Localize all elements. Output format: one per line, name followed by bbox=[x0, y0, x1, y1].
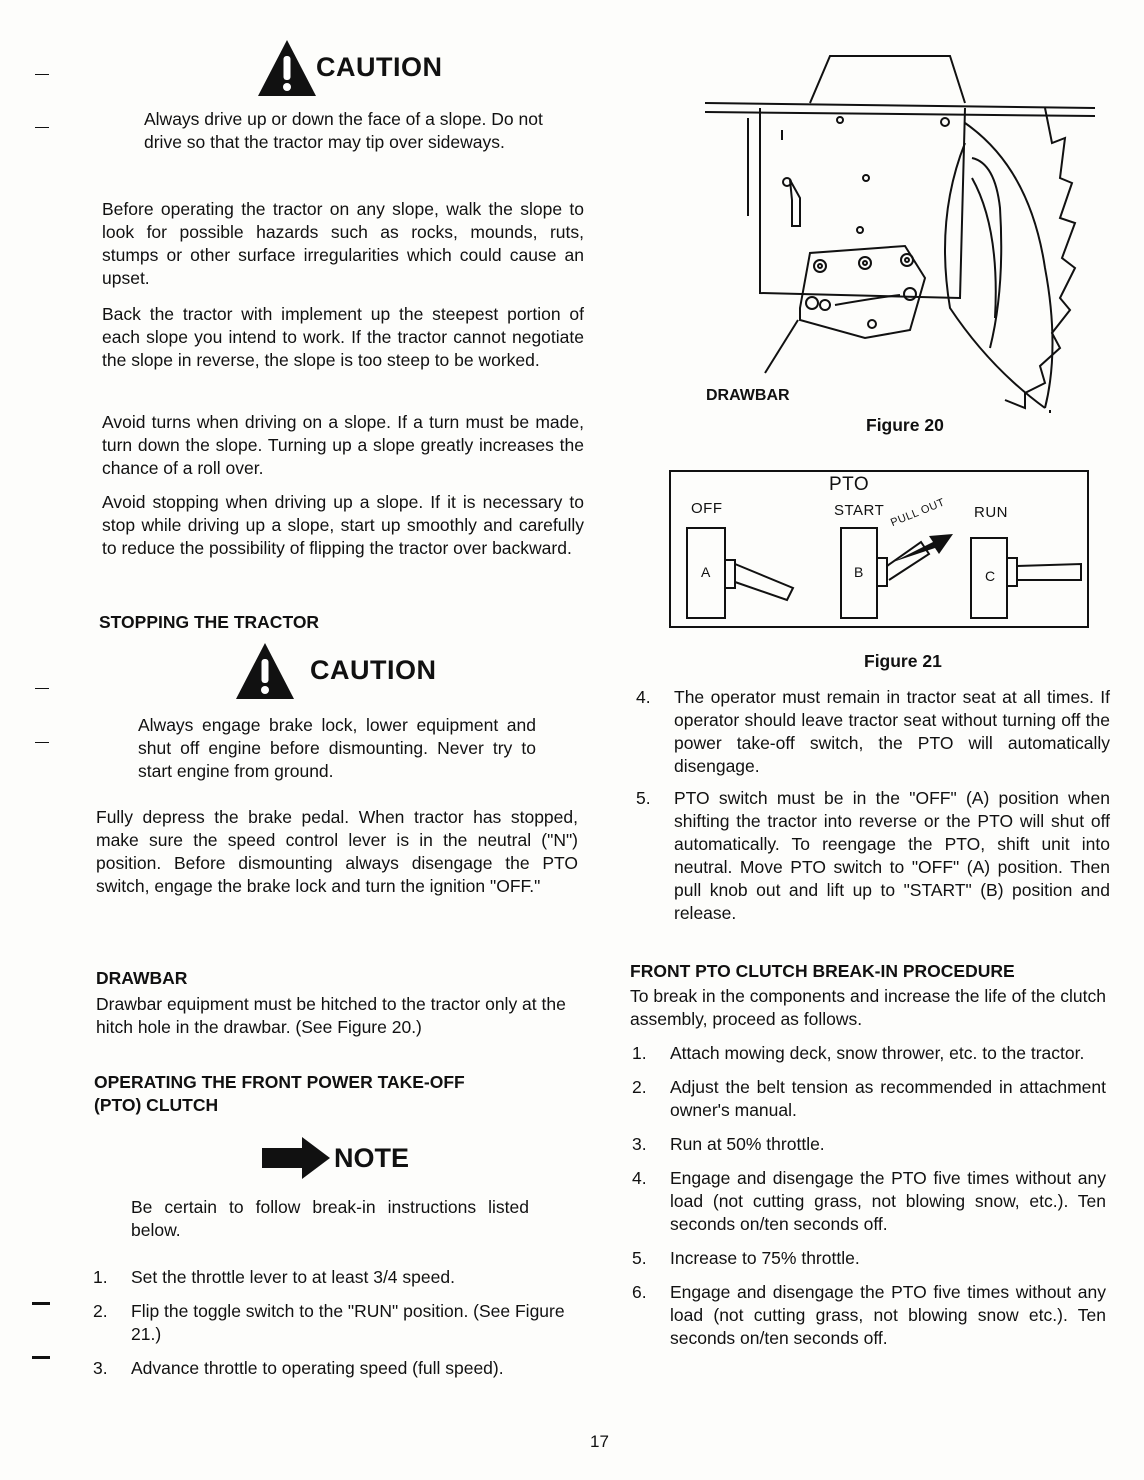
list-text: Set the throttle lever to at least 3/4 speed. bbox=[131, 1267, 455, 1287]
list-number: 5. bbox=[636, 788, 651, 808]
list-item bbox=[93, 1357, 573, 1380]
stopping-heading: STOPPING THE TRACTOR bbox=[99, 612, 320, 632]
margin-mark bbox=[35, 74, 49, 75]
page-number: 17 bbox=[590, 1432, 609, 1451]
list-item bbox=[632, 1133, 1106, 1156]
pto-run-label: RUN bbox=[974, 504, 1008, 521]
warning-icon bbox=[256, 38, 318, 98]
list-text: Engage and disengage the PTO five times without any load (not cutting grass, not blowing snow etc.). Ten seconds on/ten seconds off. bbox=[670, 1282, 1106, 1348]
figure-20-label-drawbar: DRAWBAR bbox=[706, 387, 790, 404]
margin-mark bbox=[35, 742, 49, 743]
list-number: 4. bbox=[632, 1168, 647, 1188]
back-tractor-paragraph: Back the tractor with implement up the steepest portion of each slope you intend to work. If the tractor cannot negotiate the slope in reverse, the slope is too steep to be worked. bbox=[102, 304, 584, 370]
pto-steps-list bbox=[93, 1266, 573, 1380]
margin-mark bbox=[35, 688, 49, 689]
breakin-steps-list bbox=[632, 1042, 1106, 1350]
switch-c-label: C bbox=[985, 568, 996, 584]
caution-text-1: Always drive up or down the face of a slope. Do not drive so that the tractor may tip over sideways. bbox=[144, 109, 543, 152]
list-item bbox=[632, 1076, 1106, 1122]
list-number: 2. bbox=[93, 1301, 108, 1321]
list-text: Adjust the belt tension as recommended in attachment owner's manual. bbox=[670, 1077, 1106, 1120]
figure-21-caption: Figure 21 bbox=[864, 651, 942, 671]
breakin-intro: To break in the components and increase the life of the clutch assembly, proceed as follows. bbox=[630, 986, 1106, 1029]
list-number: 4. bbox=[636, 687, 651, 707]
caution-title: CAUTION bbox=[316, 52, 443, 82]
drawbar-paragraph: Drawbar equipment must be hitched to the tractor only at the hitch hole in the drawbar. (See Figure 20.) bbox=[96, 994, 566, 1037]
list-item bbox=[632, 1042, 1106, 1065]
list-item bbox=[93, 1266, 573, 1289]
margin-mark bbox=[32, 1356, 50, 1359]
list-text: Attach mowing deck, snow thrower, etc. to the tractor. bbox=[670, 1043, 1085, 1063]
pto-heading bbox=[94, 1071, 465, 1117]
switch-a-label: A bbox=[701, 564, 711, 580]
note-title: NOTE bbox=[334, 1143, 410, 1173]
pto-notes-list bbox=[636, 686, 1110, 925]
list-text: Advance throttle to operating speed (full speed). bbox=[131, 1358, 504, 1378]
drawbar-heading: DRAWBAR bbox=[96, 968, 188, 988]
margin-mark bbox=[35, 127, 49, 128]
toggle-switch-illustrations bbox=[671, 472, 1087, 626]
list-item bbox=[636, 787, 1110, 925]
figure-20-drawbar-illustration bbox=[700, 48, 1100, 418]
pto-off-label: OFF bbox=[691, 500, 723, 517]
list-text: Engage and disengage the PTO five times without any load (not cutting grass, not blowing snow, etc.). Ten seconds on/ten seconds off. bbox=[670, 1168, 1106, 1234]
list-text: Increase to 75% throttle. bbox=[670, 1248, 860, 1268]
pto-heading-line-1: OPERATING THE FRONT POWER TAKE-OFF bbox=[94, 1072, 465, 1092]
warning-icon bbox=[234, 641, 296, 701]
avoid-turns-paragraph: Avoid turns when driving on a slope. If a turn must be made, turn down the slope. Turning up a slope greatly increases the chance of a roll over. bbox=[102, 412, 584, 478]
pto-pull-out-label: PULL OUT bbox=[889, 496, 947, 530]
pto-title: PTO bbox=[829, 474, 870, 495]
pto-heading-line-2: (PTO) CLUTCH bbox=[94, 1095, 219, 1115]
note-text: Be certain to follow break-in instructions listed below. bbox=[131, 1197, 529, 1240]
brake-paragraph: Fully depress the brake pedal. When tractor has stopped, make sure the speed control lever is in the neutral ("N") position. Before dismounting always disengage the PTO switch, engage the brake lock and turn the ignition "OFF." bbox=[96, 807, 578, 896]
switch-b-label: B bbox=[854, 564, 864, 580]
list-number: 2. bbox=[632, 1077, 647, 1097]
figure-21-pto-diagram bbox=[669, 470, 1089, 628]
list-text: PTO switch must be in the "OFF" (A) position when shifting the tractor into reverse or the PTO will shut off automatically. To reengage the PTO, shift unit into neutral. Move PTO switch to "OFF" (A) position. Then pull knob out and lift up to "START" (B) position and release. bbox=[674, 788, 1110, 923]
list-number: 3. bbox=[93, 1358, 108, 1378]
list-text: Flip the toggle switch to the "RUN" position. (See Figure 21.) bbox=[131, 1301, 565, 1344]
caution-title: CAUTION bbox=[310, 655, 437, 685]
list-item bbox=[636, 686, 1110, 778]
breakin-heading: FRONT PTO CLUTCH BREAK-IN PROCEDURE bbox=[630, 961, 1015, 981]
list-item bbox=[632, 1167, 1106, 1236]
list-number: 5. bbox=[632, 1248, 647, 1268]
slope-hazards-paragraph: Before operating the tractor on any slope, walk the slope to look for possible hazards such as rocks, mounds, ruts, stumps or other surface irregularities which could cause an upset. bbox=[102, 199, 584, 288]
list-number: 1. bbox=[632, 1043, 647, 1063]
list-item bbox=[632, 1247, 1106, 1270]
margin-mark bbox=[32, 1302, 50, 1305]
caution-text-2: Always engage brake lock, lower equipment and shut off engine before dismounting. Never try to start engine from ground. bbox=[138, 715, 536, 781]
list-number: 3. bbox=[632, 1134, 647, 1154]
arrow-right-icon bbox=[262, 1135, 332, 1181]
list-text: Run at 50% throttle. bbox=[670, 1134, 825, 1154]
list-number: 1. bbox=[93, 1267, 108, 1287]
list-number: 6. bbox=[632, 1282, 647, 1302]
pto-start-label: START bbox=[834, 502, 885, 519]
list-text: The operator must remain in tractor seat at all times. If operator should leave tractor seat without turning off the power take-off switch, the PTO will automatically disengage. bbox=[674, 687, 1110, 776]
list-item bbox=[93, 1300, 573, 1346]
list-item bbox=[632, 1281, 1106, 1350]
figure-20-caption: Figure 20 bbox=[866, 415, 944, 435]
avoid-stopping-paragraph: Avoid stopping when driving up a slope. If it is necessary to stop while driving up a slope, start up smoothly and carefully to reduce the possibility of flipping the tractor over backward. bbox=[102, 492, 584, 558]
